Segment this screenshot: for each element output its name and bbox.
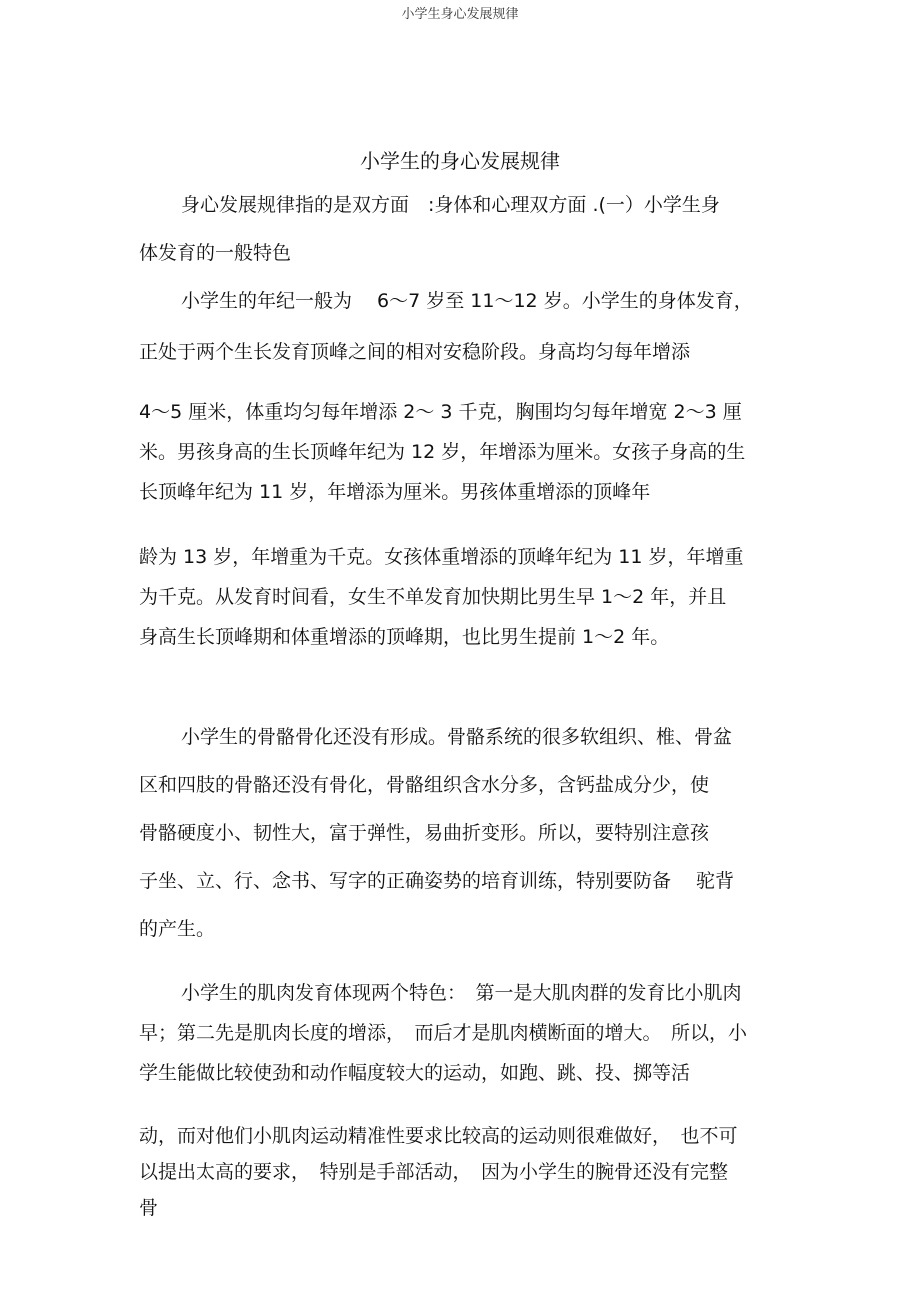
paragraph-line: 区和四肢的骨骼还没有骨化，骨骼组织含水分多，含钙盐成分少，使 <box>139 774 710 796</box>
paragraph-line: 骨骼硬度小、韧性大，富于弹性，易曲折变形。所以，要特别注意孩 <box>139 822 710 844</box>
paragraph-line: 动，而对他们小肌肉运动精准性要求比较高的运动则很难做好， 也不可 <box>139 1125 738 1147</box>
paragraph-line: 学生能做比较使劲和动作幅度较大的运动，如跑、跳、投、掷等活 <box>139 1062 691 1084</box>
paragraph-line: 身高生长顶峰期和体重增添的顶峰期，也比男生提前 1～2 年。 <box>139 626 670 648</box>
document-title: 小学生的身心发展规律 <box>360 149 560 173</box>
paragraph-line: 早；第二先是肌肉长度的增添， 而后才是肌肉横断面的增大。 所以，小 <box>139 1022 748 1044</box>
paragraph-line: 龄为 13 岁，年增重为千克。女孩体重增添的顶峰年纪为 11 岁，年增重 <box>139 546 744 568</box>
paragraph-line: 米。男孩身高的生长顶峰年纪为 12 岁，年增添为厘米。女孩子身高的生 <box>139 441 746 463</box>
paragraph-line: 正处于两个生长发育顶峰之间的相对安稳阶段。身高均匀每年增添 <box>139 341 691 363</box>
paragraph-line: 子坐、立、行、念书、写字的正确姿势的培育训练，特别要防备 驼背 <box>139 870 735 892</box>
paragraph-line: 的产生。 <box>139 918 216 940</box>
paragraph-line: 小学生的肌肉发育体现两个特色： 第一是大肌肉群的发育比小肌肉 <box>181 982 742 1004</box>
paragraph-line: 小学生的骨骼骨化还没有形成。骨骼系统的很多软组织、椎、骨盆 <box>181 726 733 748</box>
running-header: 小学生身心发展规律 <box>401 7 519 22</box>
paragraph-line: 为千克。从发育时间看，女生不单发育加快期比男生早 1～2 年，并且 <box>139 586 727 608</box>
paragraph-line: 4～5 厘米，体重均匀每年增添 2～ 3 千克，胸围均匀每年增宽 2～3 厘 <box>139 401 742 423</box>
paragraph-line: 长顶峰年纪为 11 岁，年增添为厘米。男孩体重增添的顶峰年 <box>139 481 651 503</box>
paragraph-line: 身心发展规律指的是双方面 :身体和心理双方面 .(一）小学生身 <box>181 194 720 216</box>
paragraph-line: 体发育的一般特色 <box>139 242 292 264</box>
paragraph-line: 小学生的年纪一般为 6～7 岁至 11～12 岁。小学生的身体发育， <box>181 290 753 312</box>
paragraph-line: 以提出太高的要求， 特别是手部活动， 因为小学生的腕骨还没有完整 <box>139 1161 729 1183</box>
paragraph-line: 骨 <box>139 1197 159 1219</box>
